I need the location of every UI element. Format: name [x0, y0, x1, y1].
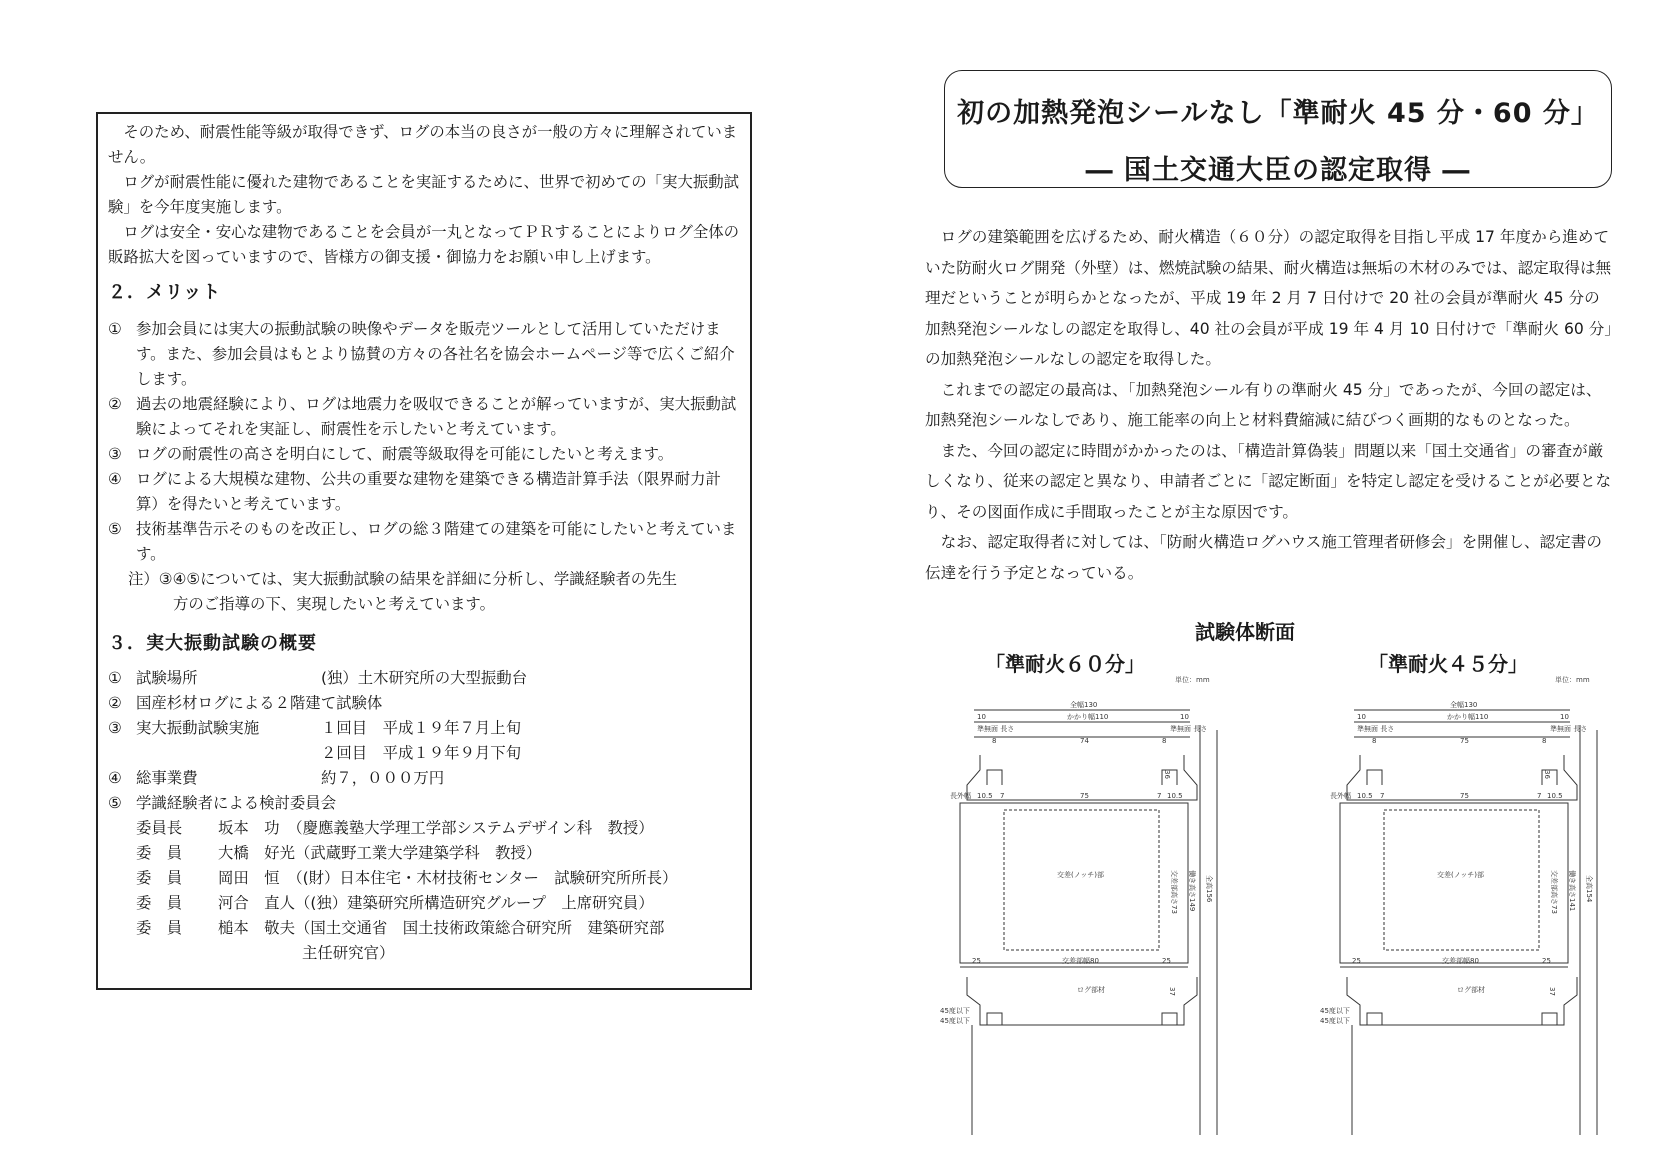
dim-10: 10	[1357, 713, 1366, 721]
section-diagram-60	[932, 695, 1232, 1135]
article-paragraph-3: また、今回の認定に時間がかかったのは、「構造計算偽装」問題以来「国土交通省」の審査が厳しくなり、従来の認定と異なり、申請者ごとに「認定断面」を特定し認定を受けることが必要となり、その図面作成に手間取ったことが主な原因です。	[925, 441, 1612, 521]
dim-h156: 全高156	[1205, 875, 1213, 903]
page-title: 初の加熱発泡シールなし「準耐火 45 分・60 分」	[957, 98, 1599, 129]
title-box	[944, 70, 1612, 188]
page-subtitle: ― 国土交通大臣の認定取得 ―	[1085, 155, 1471, 186]
overview-row-3b: ２回目 平成１９年９月下旬	[321, 744, 522, 762]
label-cross: 交差(ノッチ)部	[1057, 871, 1104, 879]
dim-jun: 準無面 長さ	[1357, 725, 1395, 733]
merit-item-1: ① 参加会員には実大の振動試験の映像やデータを販売ツールとして活用していただけます。また、参加会員はもとより協賛の方々の各社名を協会ホームページ等で広くご紹介します。	[108, 320, 735, 388]
dim-45b: 45度以下	[940, 1017, 970, 1025]
unit-label-45: 単位：mm	[1555, 676, 1590, 684]
member-row-5-cont: 主任研究官）	[302, 944, 395, 962]
dim-10b: 10	[1180, 713, 1189, 721]
dim-10: 10	[977, 713, 986, 721]
dim-cross-w: 交差部幅80	[1442, 957, 1479, 965]
dim-25b: 25	[1162, 957, 1171, 965]
label-naga: 長外幅	[1330, 792, 1351, 800]
label-log: ログ部材	[1457, 986, 1485, 994]
left-page-box	[96, 112, 752, 990]
dim-h73: 交差部高さ73	[1170, 870, 1178, 914]
dim-7: 7	[1380, 792, 1385, 800]
dim-jun: 準無面 長さ	[977, 725, 1015, 733]
dim-105b: 10.5	[1547, 792, 1563, 800]
dim-jun-b: 準無面 長さ	[1550, 725, 1588, 733]
overview-row-2: ② 国産杉材ログによる２階建て試験体	[108, 694, 383, 712]
dim-h154: 全高154	[1585, 875, 1593, 903]
dim-h149: 働き高さ149	[1188, 870, 1196, 912]
intro-paragraph-1: そのため、耐震性能等級が取得できず、ログの本当の良さが一般の方々に理解されていません。	[108, 123, 738, 166]
merit-item-2: ② 過去の地震経験により、ログは地震力を吸収できることが解っていますが、実大振動試験によってそれを実証し、耐震性を示したいと考えています。	[108, 395, 737, 438]
dim-cross-w: 交差部幅80	[1062, 957, 1099, 965]
dim-105b: 10.5	[1167, 792, 1183, 800]
dim-8b: 8	[1542, 737, 1547, 745]
member-row-1: 委員長 坂本 功 （慶應義塾大学理工学部システムデザイン科 教授）	[136, 819, 654, 837]
dim-36: 36	[1543, 770, 1551, 779]
article-paragraph-4: なお、認定取得者に対しては、「防耐火構造ログハウス施工管理者研修会」を開催し、認定書の伝達を行う予定となっている。	[925, 533, 1602, 582]
dim-37: 37	[1548, 987, 1556, 996]
dim-36: 36	[1163, 770, 1171, 779]
dim-10-8: 8	[992, 737, 997, 745]
dim-7: 7	[1000, 792, 1005, 800]
dim-8: 8	[1372, 737, 1377, 745]
section-diagram-45	[1312, 695, 1612, 1135]
dim-hang-width: かかり幅110	[1067, 713, 1109, 721]
overview-row-3: ③ 実大振動試験実施 １回目 平成１９年７月上旬	[108, 719, 522, 737]
label-log: ログ部材	[1077, 986, 1105, 994]
unit-label-60: 単位：mm	[1175, 676, 1210, 684]
member-row-5: 委 員 槌本 敬夫（国土交通省 国土技術政策総合研究所 建築研究部	[136, 919, 665, 937]
dim-105: 10.5	[977, 792, 993, 800]
overview-row-5: ⑤ 学識経験者による検討委員会	[108, 794, 337, 812]
figure-title: 試験体断面	[1195, 620, 1295, 644]
dim-hang-width: かかり幅110	[1447, 713, 1489, 721]
dim-37: 37	[1168, 987, 1176, 996]
dim-8: 8	[1162, 737, 1167, 745]
dim-45b: 45度以下	[1320, 1017, 1350, 1025]
intro-paragraph-2: ログが耐震性能に優れた建物であることを実証するために、世界で初めての「実大振動試験」を今年度実施します。	[108, 173, 740, 216]
member-row-4: 委 員 河合 直人（(独）建築研究所構造研究グループ 上席研究員）	[136, 894, 654, 912]
dim-h73: 交差部高さ73	[1550, 870, 1558, 914]
section-3-title: ３．実大振動試験の概要	[108, 633, 317, 654]
article-body	[925, 222, 1613, 588]
dim-75: 75	[1080, 792, 1089, 800]
overview-row-4: ④ 総事業費 約７，０００万円	[108, 769, 445, 787]
member-row-2: 委 員 大橋 好光（武蔵野工業大学建築学科 教授）	[136, 844, 542, 862]
figure-label-60: 「準耐火６０分」	[985, 652, 1145, 676]
merit-note-line-2: 方のご指導の下、実現したいと考えています。	[173, 595, 495, 613]
article-paragraph-1: ログの建築範囲を広げるため、耐火構造（６０分）の認定取得を目指し平成 17 年度から進めていた防耐火ログ開発（外壁）は、燃焼試験の結果、耐火構造は無垢の木材のみでは、認定取得は無理だということが明らかとなったが、平成 19 年 2 月 7 日付けで 20 社の会員が準耐火 45 分の加熱発泡シールなしの認定を取得し、40 社の会員が平成 19 年 4 月 10 日付けで「準耐火 60 分」の加熱発泡シールなしの認定を取得した。	[925, 228, 1613, 368]
merit-note	[108, 567, 740, 617]
dim-10b: 10	[1560, 713, 1569, 721]
dim-25b: 25	[1542, 957, 1551, 965]
member-row-3: 委 員 岡田 恒 （(財）日本住宅・木材技術センター 試験研究所所長）	[136, 869, 678, 887]
intro-paragraph-3: ログは安全・安心な建物であることを会員が一丸となってＰＲすることによりログ全体の販路拡大を図っていますので、皆様方の御支援・御協力をお願い申し上げます。	[108, 223, 740, 266]
dim-75b: 75	[1460, 792, 1469, 800]
label-naga: 長外幅	[950, 792, 971, 800]
dim-75: 75	[1460, 737, 1469, 745]
dim-25: 25	[1352, 957, 1361, 965]
section-2-title: ２．メリット	[108, 282, 222, 303]
dim-7b: 7	[1537, 792, 1542, 800]
merit-item-4: ④ ログによる大規模な建物、公共の重要な建物を建築できる構造計算手法（限界耐力計算）を得たいと考えています。	[108, 470, 721, 513]
dim-jun-b: 準無面 長さ	[1170, 725, 1208, 733]
dim-7b: 7	[1157, 792, 1162, 800]
dim-74: 74	[1080, 737, 1089, 745]
dim-total-width: 全幅130	[1070, 701, 1098, 709]
label-cross: 交差(ノッチ)部	[1437, 871, 1484, 879]
merit-item-3: ③ ログの耐震性の高さを明白にして、耐震等級取得を可能にしたいと考えます。	[108, 445, 674, 463]
dim-total-width: 全幅130	[1450, 701, 1478, 709]
figure-label-45: 「準耐火４５分」	[1368, 652, 1528, 676]
overview-row-1: ① 試験場所 (独）土木研究所の大型振動台	[108, 669, 528, 687]
dim-25: 25	[972, 957, 981, 965]
merit-item-5: ⑤ 技術基準告示そのものを改正し、ログの総３階建ての建築を可能にしたいと考えています。	[108, 520, 737, 563]
dim-45a: 45度以下	[1320, 1007, 1350, 1015]
dim-h141: 働き高さ141	[1568, 870, 1576, 912]
dim-105: 10.5	[1357, 792, 1373, 800]
merit-note-line-1: 注）③④⑤については、実大振動試験の結果を詳細に分析し、学識経験者の先生	[128, 570, 677, 588]
dim-45a: 45度以下	[940, 1007, 970, 1015]
article-paragraph-2: これまでの認定の最高は、「加熱発泡シール有りの準耐火 45 分」であったが、今回の認定は、加熱発泡シールなしであり、施工能率の向上と材料費縮減に結びつく画期的なものとなった。	[925, 380, 1602, 429]
